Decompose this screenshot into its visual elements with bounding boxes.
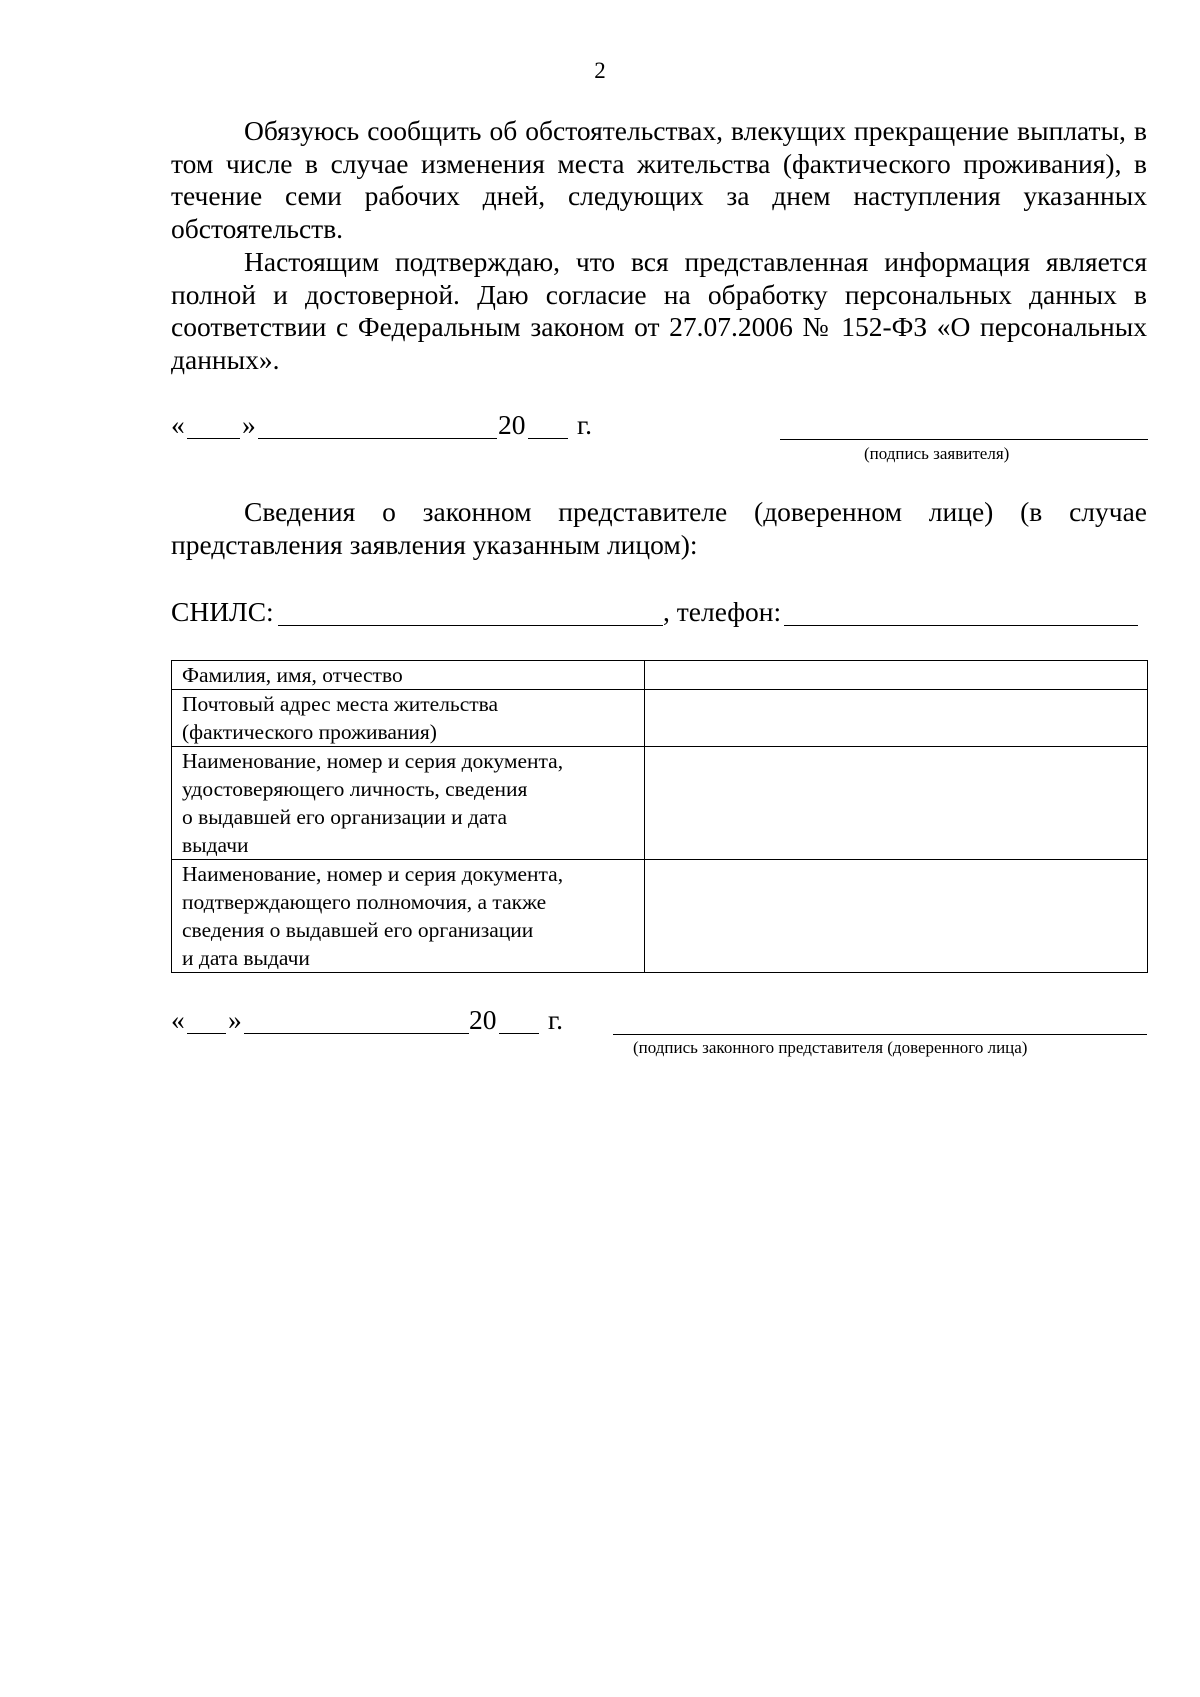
- row-label-identity-document: Наименование, номер и серия документа, удостоверяющего личность, сведения о выдавшей его организации и дата выдачи: [182, 749, 564, 857]
- consent-text: Настоящим подтверждаю, что вся представленная информация является полной и достоверной. Даю согласие на обработку персональных данных в соответствии с Федеральным законом от 27.07.2006 № 152-ФЗ «О персональных данных».: [171, 246, 1147, 375]
- table-row: [172, 747, 1148, 860]
- table-row: [172, 690, 1148, 747]
- obligation-paragraph: [171, 115, 1147, 245]
- date-year-suffix: г.: [577, 409, 593, 440]
- table-cell-label: [172, 661, 645, 690]
- date-close-quote: »: [242, 409, 256, 440]
- date-year-prefix: 20: [498, 409, 526, 440]
- table-cell-value-fio[interactable]: [644, 661, 1147, 690]
- date-day-field[interactable]: [187, 1005, 226, 1034]
- table-row: [172, 860, 1148, 973]
- obligation-text: Обязуюсь сообщить об обстоятельствах, влекущих прекращение выплаты, в том числе в случае изменения места жительства (фактического проживания), в течение семи рабочих дней, следующих за днем наступления указанных обстоятельств.: [171, 115, 1147, 244]
- applicant-signature-line[interactable]: [780, 411, 1148, 440]
- date-year-field[interactable]: [528, 410, 568, 439]
- row-label-authority-document: Наименование, номер и серия документа, подтверждающего полномочия, а также сведения о выдавшей его организации и дата выдачи: [182, 862, 564, 970]
- phone-field[interactable]: [784, 597, 1138, 626]
- representative-intro-text: Сведения о законном представителе (доверенном лице) (в случае представления заявления указанным лицом):: [171, 496, 1147, 560]
- table-row: [172, 661, 1148, 690]
- representative-signature-line[interactable]: [613, 1006, 1147, 1035]
- snils-field[interactable]: [278, 597, 663, 626]
- date-year-field[interactable]: [499, 1005, 539, 1034]
- representative-signature-caption: (подпись законного представителя (доверенного лица): [633, 1038, 1028, 1057]
- date-day-field[interactable]: [187, 410, 240, 439]
- date-open-quote: «: [171, 1004, 185, 1035]
- row-label-address: Почтовый адрес места жительства (фактического проживания): [182, 692, 499, 744]
- representative-table: [171, 660, 1148, 973]
- date-month-field[interactable]: [244, 1005, 469, 1034]
- date-year-suffix: г.: [548, 1004, 564, 1035]
- applicant-signature-caption: (подпись заявителя): [864, 444, 1010, 463]
- date-open-quote: «: [171, 409, 185, 440]
- snils-label: СНИЛС:: [171, 596, 274, 627]
- table-cell-label: [172, 690, 645, 747]
- table-cell-value-authority-document[interactable]: [644, 860, 1147, 973]
- table-cell-value-address[interactable]: [644, 690, 1147, 747]
- table-cell-label: [172, 860, 645, 973]
- page-number: 2: [594, 58, 606, 83]
- table-cell-value-identity-document[interactable]: [644, 747, 1147, 860]
- row-label-fio: Фамилия, имя, отчество: [182, 663, 403, 687]
- table-cell-label: [172, 747, 645, 860]
- date-month-field[interactable]: [258, 410, 497, 439]
- representative-intro-paragraph: [171, 496, 1147, 561]
- phone-label: , телефон:: [663, 596, 782, 627]
- date-close-quote: »: [228, 1004, 242, 1035]
- consent-paragraph: [171, 246, 1147, 376]
- date-year-prefix: 20: [469, 1004, 497, 1035]
